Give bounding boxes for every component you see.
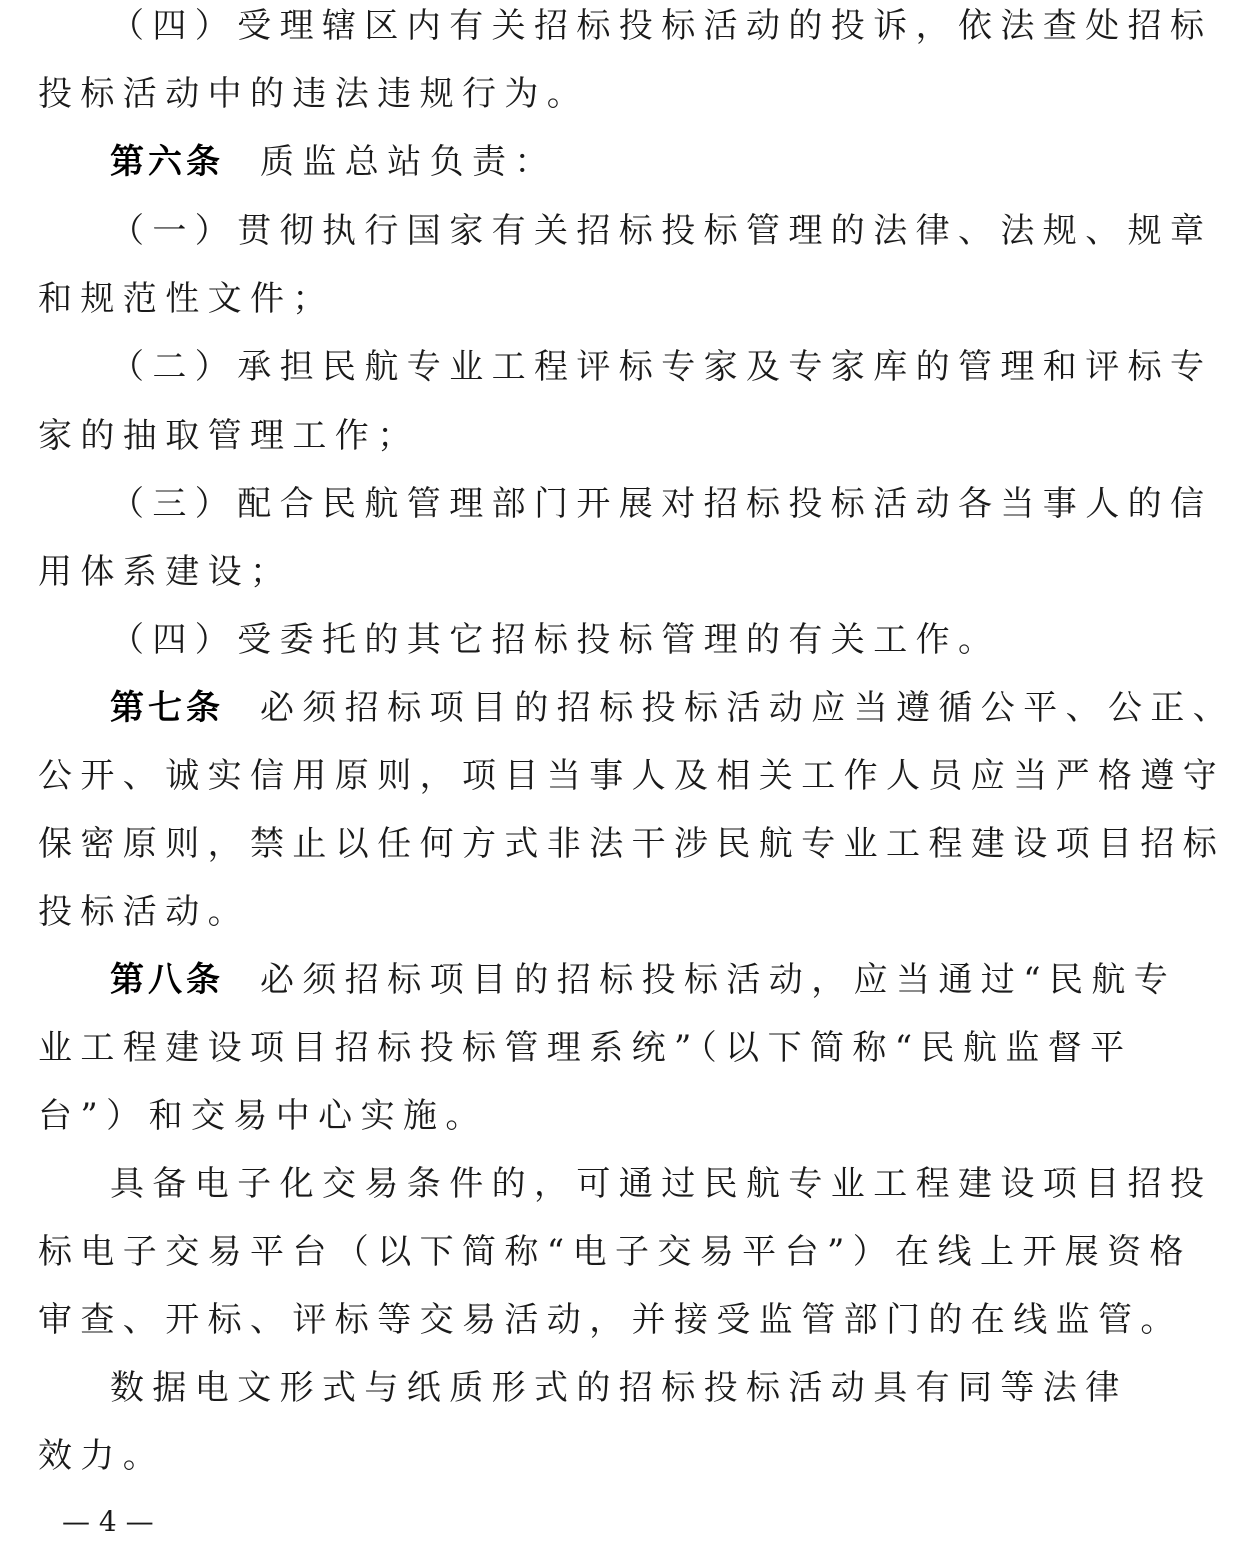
text-line: （二）承担民航专业工程评标专家及专家库的管理和评标专 bbox=[110, 347, 1213, 387]
text-line: 台”）和交易中心实施。 bbox=[38, 1096, 488, 1136]
text-line: 业工程建设项目招标投标管理系统”（以下简称“民航监督平 bbox=[38, 1028, 1133, 1068]
article-heading: 第八条 bbox=[110, 960, 224, 1000]
text-line: 投标活动。 bbox=[38, 892, 250, 932]
text-line: 保密原则，禁止以任何方式非法干涉民航专业工程建设项目招标 bbox=[38, 824, 1226, 864]
text-line: 必须招标项目的招标投标活动应当遵循公平、公正、 bbox=[260, 688, 1235, 728]
text-line: 质监总站负责： bbox=[260, 142, 557, 182]
text-line: 具备电子化交易条件的，可通过民航专业工程建设项目招投 bbox=[110, 1164, 1213, 1204]
article-heading: 第七条 bbox=[110, 688, 224, 728]
text-line: 必须招标项目的招标投标活动，应当通过“民航专 bbox=[260, 960, 1177, 1000]
text-line: 和规范性文件； bbox=[38, 279, 335, 319]
text-line: 家的抽取管理工作； bbox=[38, 416, 420, 456]
article-heading: 第六条 bbox=[110, 142, 224, 182]
text-line: 公开、诚实信用原则，项目当事人及相关工作人员应当严格遵守 bbox=[38, 756, 1226, 796]
text-line: 投标活动中的违法违规行为。 bbox=[38, 74, 590, 114]
article-7-paragraph bbox=[38, 674, 1235, 742]
text-line: （一）贯彻执行国家有关招标投标管理的法律、法规、规章 bbox=[110, 211, 1213, 251]
text-line: 用体系建设； bbox=[38, 552, 293, 592]
article-6-paragraph bbox=[38, 128, 1046, 196]
text-line: （四）受理辖区内有关招标投标活动的投诉，依法查处招标 bbox=[110, 6, 1213, 46]
article-8-paragraph bbox=[38, 946, 1177, 1014]
page-number: — 4 — bbox=[62, 1505, 154, 1538]
text-line: （三）配合民航管理部门开展对招标投标活动各当事人的信 bbox=[110, 484, 1213, 524]
text-line: 效力。 bbox=[38, 1436, 166, 1476]
text-line: 数据电文形式与纸质形式的招标投标活动具有同等法律 bbox=[110, 1368, 1128, 1408]
text-line: 审查、开标、评标等交易活动，并接受监管部门的在线监管。 bbox=[38, 1300, 1183, 1340]
text-line: 标电子交易平台（以下简称“电子交易平台”）在线上开展资格 bbox=[38, 1232, 1192, 1272]
text-line: （四）受委托的其它招标投标管理的有关工作。 bbox=[110, 620, 1001, 660]
